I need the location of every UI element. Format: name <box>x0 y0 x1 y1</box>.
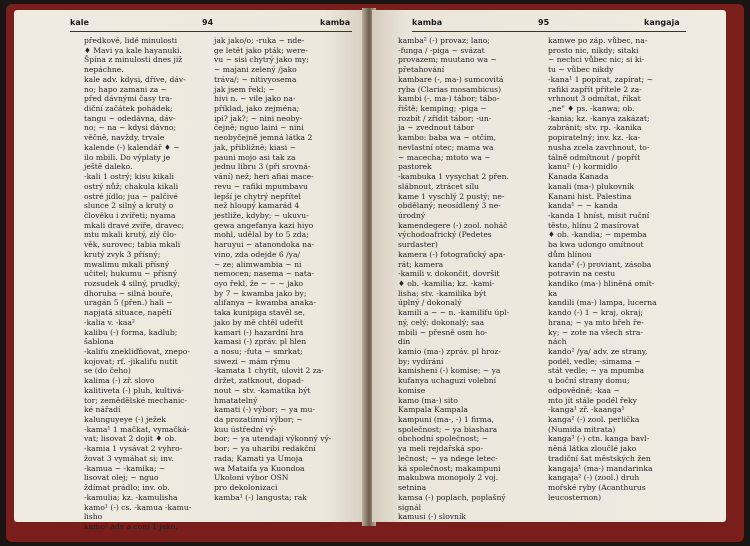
dictionary-line: uragán 5 (přen.) hali ~ <box>84 298 173 308</box>
dictionary-line: -kanda 1 hníst, mísit ruční <box>548 210 650 220</box>
dictionary-line: setnina <box>398 483 427 493</box>
dictionary-line: zabránit; stv. rp. -kanika <box>548 123 642 133</box>
dictionary-line: by; vydírání <box>398 356 444 366</box>
dictionary-line: kambare (-, ma-) sumcovitá <box>398 74 504 84</box>
dictionary-line: -funga / -piga ~ svázat <box>398 45 485 55</box>
dictionary-line: slábnout, ztrácet sílu <box>398 181 480 191</box>
dictionary-line: mkali dravé zvíře, dravec; <box>84 220 185 230</box>
dictionary-line: úplný / dokonalý <box>398 298 462 308</box>
dictionary-line: nout ~ stv. -kamatika být <box>214 385 311 395</box>
dictionary-line: jednu libru 3 (při srovná- <box>214 162 311 172</box>
dictionary-line: vat; lisovat 2 dojit ♦ ob. <box>84 434 177 444</box>
dictionary-line: kamendegere (-) zool. noháč <box>398 220 508 230</box>
dictionary-line: kalima (-) zř. slovo <box>84 376 155 386</box>
dictionary-line: no; hapo zamani za ~ <box>84 84 167 94</box>
dictionary-line: kamo² adv a conj 1 jako, <box>84 521 178 531</box>
left-column-2 <box>214 36 366 503</box>
dictionary-line: podél, vedle; -simama ~ <box>548 356 641 366</box>
dictionary-line: ný, celý; dokonalý; saa <box>398 317 485 327</box>
dictionary-line: Kanada Kanada <box>548 172 609 182</box>
dictionary-line: kanga² (-) zool. perlička <box>548 415 640 425</box>
dictionary-line: pro dekolonizaci <box>214 483 278 493</box>
dictionary-line: kamo¹ (-) cs. -kamua -kamu- <box>84 502 192 512</box>
right-guide-word-first: kamba <box>412 18 443 27</box>
dictionary-line: žovat 3 vymáhat si; inv. <box>84 453 174 463</box>
dictionary-line: diční začátek pohádek; <box>84 104 173 114</box>
left-guide-word-last: kamba <box>320 18 351 27</box>
dictionary-line: mořské ryby (Acanthurus <box>548 483 646 493</box>
dictionary-line: kamsa (-) poplach, poplašný <box>398 492 506 502</box>
dictionary-line: gewa angefanya kazi hiyo <box>214 220 314 230</box>
dictionary-line: Kampala Kampala <box>398 405 468 415</box>
dictionary-line: jak jako/o; -ruka ~ nde- <box>214 36 305 45</box>
right-page <box>372 10 726 522</box>
dictionary-line: obchodní společnost; ~ <box>398 434 488 444</box>
dictionary-line: pastorek <box>398 162 432 172</box>
dictionary-line: kanu² (-) kormidlo <box>548 162 618 172</box>
dictionary-line: ♦ Mavi ya kale hayanuki. <box>84 45 182 55</box>
dictionary-line: kuu ústřední vý- <box>214 424 277 434</box>
dictionary-line: vrhnout 3 odmítat, říkat <box>548 94 641 104</box>
dictionary-line: nách <box>548 337 567 347</box>
dictionary-line: (Numida mitrata) <box>548 424 616 434</box>
dictionary-line: kambi (-, ma-) tábor; tábo- <box>398 94 500 104</box>
dictionary-line: provazem; muutano wa ~ <box>398 55 497 65</box>
dictionary-line: kangaja¹ (ma-) mandarinka <box>548 463 653 473</box>
dictionary-line: předkové, lidé minulosti <box>84 36 178 45</box>
dictionary-line: mto jít stále podél řeky <box>548 395 637 405</box>
dictionary-line: ka <box>548 288 558 298</box>
dictionary-line: lisovat olej; ~ nguo <box>84 473 159 483</box>
dictionary-line: nevlastní otec; mama wa <box>398 142 494 152</box>
dictionary-line: kamwe po záp. vůbec, na- <box>548 36 648 45</box>
dictionary-line: šablona <box>84 337 114 347</box>
dictionary-line: řiště; kemping; -piga ~ <box>398 104 487 114</box>
dictionary-line: dům hlínou <box>548 249 592 259</box>
dictionary-line: signál <box>398 502 422 512</box>
dictionary-line: vino, zda odejde 6 /ya/ <box>214 249 301 259</box>
dictionary-line: neobyčejně jemná látka 2 <box>214 133 313 143</box>
dictionary-line: přetahování <box>398 65 445 75</box>
dictionary-line: nemocen; nasema ~ nata- <box>214 269 315 279</box>
dictionary-line: hivi n. ~ vile jako na- <box>214 94 296 104</box>
dictionary-line: hrana; ~ ya mto břeh ře- <box>548 317 644 327</box>
dictionary-line: lečnost; ~ ya ndege letec- <box>398 453 498 463</box>
dictionary-line: kamari (-) hazardní hra <box>214 327 304 337</box>
dictionary-line: příklad, jako zejména; <box>214 104 300 114</box>
dictionary-line: slunce 2 silný a krutý o <box>84 201 174 211</box>
dictionary-line: kamusi (-) slovník <box>398 512 466 522</box>
dictionary-line: jak jsem řekl; ~ <box>214 84 275 94</box>
dictionary-line: -kanga¹ zř. -kaanga¹ <box>548 405 625 415</box>
dictionary-line: kojovat; rf. -jikalifu nutit <box>84 356 178 366</box>
dictionary-line: ilo mbili. Do výplaty je <box>84 152 171 162</box>
dictionary-line: u boční strany domu; <box>548 376 630 386</box>
dictionary-line: siwezi ~ mám rýmu <box>214 356 291 366</box>
dictionary-line: ostré jídlo; jua ~ palčivé <box>84 191 178 201</box>
dictionary-line: ky; ~ zote na všech stra- <box>548 327 643 337</box>
dictionary-line: Ukoloni výbor OSN <box>214 473 289 483</box>
dictionary-line: Špína z minulosti dnes již <box>84 55 183 65</box>
left-page-number: 94 <box>202 18 214 27</box>
dictionary-line: tor; zemědělské mechanic- <box>84 395 188 405</box>
dictionary-line: jestliže, kdyby; ~ ukuvu- <box>214 210 309 220</box>
dictionary-line: -kamulia; kz. -kamulisha <box>84 492 178 502</box>
dictionary-line: ba kwa udongo omítnout <box>548 240 644 250</box>
dictionary-line: kandili (ma-) lampa, lucerna <box>548 298 657 308</box>
dictionary-line: tangu ~ odedávna, dáv- <box>84 113 176 123</box>
dictionary-line: ještě daleko. <box>84 162 133 172</box>
dictionary-line: učitel; hukumu ~ přísný <box>84 269 178 279</box>
dictionary-line: krutý zvyk 3 přísný; <box>84 249 161 259</box>
dictionary-line: těsto, hlínu 2 masírovat <box>548 220 640 230</box>
dictionary-line: alifanya ~ kwamba anaka- <box>214 298 316 308</box>
dictionary-line: vu ~ sisi chytrý jako my; <box>214 55 309 65</box>
dictionary-line: ja ~ zvednout tábor <box>398 123 475 133</box>
dictionary-line: jak, přibližně; kiasi ~ <box>214 142 296 152</box>
dictionary-line: ipi? jak?; ~ nini neoby- <box>214 113 303 123</box>
dictionary-line: -kania; kz. -kanya zakázat; <box>548 113 650 123</box>
dictionary-line: nusha zcela zavrhnout, to- <box>548 142 650 152</box>
dictionary-line: věk, surovec; tabia mkali <box>84 240 181 250</box>
dictionary-line: tálně odmítnout / popřít <box>548 152 641 162</box>
dictionary-line: východoafrický (Pedetes <box>398 230 492 240</box>
dictionary-line: a nosu; -futa ~ smrkat; <box>214 347 303 356</box>
dictionary-line: ~ ze; alimwambia ~ ni <box>214 259 302 269</box>
dictionary-line: by 7 ~ kwamba jako by; <box>214 288 307 298</box>
dictionary-line: din <box>398 337 411 347</box>
dictionary-line: tráva/; ~ nitivyosema <box>214 74 297 84</box>
dictionary-line: ya meli rejdařská spo- <box>398 444 484 454</box>
dictionary-line: kamera (-) fotografický apa- <box>398 249 506 259</box>
dictionary-line: člověku i zvířeti; nyama <box>84 210 176 220</box>
dictionary-line: mbili ~ přesně osm ho- <box>398 327 488 337</box>
dictionary-line: nepáchne. <box>84 65 124 75</box>
dictionary-line: -kalia v. -kaa² <box>84 317 135 327</box>
dictionary-line: odpovědně; -kaa ~ <box>548 385 620 395</box>
dictionary-line: revu ~ rafiki mpumbavu <box>214 181 308 191</box>
dictionary-line: haruyui ~ atanondoka na- <box>214 240 315 250</box>
dictionary-line: surdaster) <box>398 240 438 250</box>
dictionary-line: mtu mkali krutý, zlý člo- <box>84 230 177 240</box>
dictionary-line: Kanani hist. Palestina <box>548 191 632 201</box>
dictionary-line: potravin na cestu <box>548 269 616 279</box>
dictionary-line: rozsudek 4 silný, prudký; <box>84 278 181 288</box>
dictionary-line: leucosternon) <box>548 492 602 502</box>
dictionary-line: lisha; stv. -kamilika být <box>398 288 487 298</box>
dictionary-line: kalitiveta (-) pluh, kultivá- <box>84 385 184 395</box>
dictionary-line: úrodný <box>398 210 426 220</box>
right-guide-word-last: kangaja <box>644 18 680 27</box>
dictionary-line: kamasi (-) zpráv. pl hlen <box>214 337 307 347</box>
dictionary-line: -kamua ~ -kamika; ~ <box>84 463 166 473</box>
dictionary-line: kamati (-) výbor; ~ ya mu- <box>214 405 315 415</box>
dictionary-line: ždímat prádlo; inv. ob. <box>84 483 170 493</box>
dictionary-line: kamio (ma-) zpráv. pl hroz- <box>398 347 501 356</box>
dictionary-line: kampuni (ma-, -) 1 firma, <box>398 415 494 425</box>
dictionary-line: ~ nechci vůbec nic; si ki- <box>548 55 645 65</box>
dictionary-line: kalende (-) kalendář ♦ ~ <box>84 142 180 152</box>
dictionary-line: kufanya uchaguzi volební <box>398 376 497 386</box>
dictionary-line: kamili a ~ ~ n. -kamilifu úpl- <box>398 308 510 318</box>
dictionary-line: se (do čeho) <box>84 366 131 376</box>
dictionary-line: jako by mě chtěl udeřit <box>214 317 304 327</box>
dictionary-line: popiratelný; inv. kz. -ka- <box>548 133 641 143</box>
left-header-rule <box>70 31 352 32</box>
dictionary-line: kamo (ma-) sito <box>398 395 458 405</box>
dictionary-line: tu ~ vůbec nikdy <box>548 65 614 75</box>
dictionary-line: kanali (ma-) plukovník <box>548 181 635 191</box>
dictionary-line: -kama¹ 1 mačkat, vymačká- <box>84 424 190 434</box>
dictionary-line: da prozatímní výbor; ~ <box>214 415 303 425</box>
left-page <box>14 10 366 531</box>
dictionary-line: rafiki zapřít přítele 2 za- <box>548 84 642 94</box>
dictionary-line: kalunguyeye (-) ježek <box>84 415 166 425</box>
dictionary-line: držet, zatknout, dopad- <box>214 376 304 386</box>
dictionary-line: ~ majani zelený /jako <box>214 65 297 75</box>
dictionary-line: kanda² (-) proviant, zásoba <box>548 259 652 269</box>
right-page-number: 95 <box>538 18 550 27</box>
dictionary-line: kamba² (-) provaz; lano; <box>398 36 490 45</box>
dictionary-line: ♦ ob. -kamilia; kz. -kami- <box>398 278 495 288</box>
dictionary-line: taka kunipiga stavěl se, <box>214 308 305 318</box>
dictionary-line: rada; Kamati ya Umoja <box>214 453 303 463</box>
dictionary-line: kale adv. kdysi, dříve, dáv- <box>84 74 186 84</box>
dictionary-line: lisho <box>84 512 103 522</box>
dictionary-line: kamba¹ (-) langusta; rak <box>214 492 307 502</box>
dictionary-line: -kamata 1 chytit, ulovit 2 za- <box>214 366 324 376</box>
dictionary-line: mohl, udělal by to 5 zda; <box>214 230 309 240</box>
dictionary-line: věčně, navždy, trvale <box>84 133 165 143</box>
dictionary-line: -kamili v. dokončit, dovršit <box>398 269 500 279</box>
dictionary-line: bor; ~ ya utendaji výkonný vý- <box>214 434 332 444</box>
dictionary-line: kanga³ (-) ctn. kanga bavl- <box>548 434 650 444</box>
dictionary-line: mwalimu mkali přísný <box>84 259 170 269</box>
dictionary-line: kando² /ya/ adv. ze strany, <box>548 347 648 356</box>
dictionary-line: stát vedle; ~ ya mpumba <box>548 366 645 376</box>
dictionary-line: kanda¹ ~ ~ kanda <box>548 201 618 211</box>
dictionary-line: před dávnými časy tra- <box>84 94 173 104</box>
right-header-rule <box>412 31 686 32</box>
dictionary-line: bor; ~ ya uharibi redakční <box>214 444 316 454</box>
left-guide-word-first: kale <box>70 18 89 27</box>
dictionary-line: rát; kamera <box>398 259 444 269</box>
dictionary-line: ♦ ob. -kandia; ~ mpemba <box>548 230 647 240</box>
dictionary-line: než hloupý kamarád 4 <box>214 201 300 211</box>
dictionary-line: prosto nic, nikdy; sitaki <box>548 45 639 55</box>
dictionary-line: wa Mataifa ya Kuondoa <box>214 463 305 473</box>
dictionary-line: ge letět jako pták; were- <box>214 45 308 55</box>
dictionary-line: -kamia 1 vysávat 2 vyhro- <box>84 444 183 454</box>
dictionary-line: rozbít / zřídit tábor; -un- <box>398 113 492 123</box>
dictionary-line: kamisheni (-) komise; ~ ya <box>398 366 501 376</box>
dictionary-line: ~ macecha; mtoto wa ~ <box>398 152 491 162</box>
dictionary-line: kalibu (-) forma, kadlub; <box>84 327 178 337</box>
dictionary-line: čejně; nguo laini ~ nini <box>214 123 304 133</box>
dictionary-line: tradiční šat městských žen <box>548 453 651 463</box>
dictionary-line: -kali 1 ostrý; kisu kikali <box>84 172 174 182</box>
dictionary-line: společnost; ~ ya biashara <box>398 424 498 434</box>
dictionary-line: makubwa monopoly 2 voj. <box>398 473 499 483</box>
dictionary-line: ké nářadí <box>84 405 121 415</box>
dictionary-line: kangaja² (-) (zool.) druh <box>548 473 640 483</box>
dictionary-line: no; ~ na ~ kdysi dávno; <box>84 123 177 133</box>
dictionary-line: vání) než; heri afiai mace- <box>214 172 314 182</box>
dictionary-line: ká společnost; makampuni <box>398 463 501 473</box>
dictionary-line: -kana¹ 1 popírat, zapírat; ~ <box>548 74 653 84</box>
dictionary-line: komise <box>398 385 426 395</box>
dictionary-line: obdělaný; neosídlený 3 ne- <box>398 201 501 211</box>
dictionary-line: kando (-) 1 ~ kraj, okraj; <box>548 308 643 318</box>
dictionary-line: kambo: baba wa ~ otčím, <box>398 133 497 143</box>
dictionary-line: kame 1 vyschlý 2 pustý; ne- <box>398 191 505 201</box>
dictionary-line: ryba (Clarias mosambicus) <box>398 84 502 94</box>
dictionary-line: něná látka zloučlé jako <box>548 444 637 454</box>
dictionary-line: lepší je chytrý nepřítel <box>214 191 301 201</box>
dictionary-line: dhoruba ~ silná bouře, <box>84 288 173 298</box>
right-column-2 <box>548 36 700 503</box>
dictionary-line: ostrý nůž; chakula kikali <box>84 181 179 191</box>
right-column-1 <box>398 36 550 522</box>
dictionary-line: kandiko (ma-) hliněná omít- <box>548 278 655 288</box>
dictionary-line: napjatá situace, napětí <box>84 308 172 318</box>
dictionary-line: pauni mojo asi tak za <box>214 152 296 162</box>
dictionary-line: hmatatelný <box>214 395 258 405</box>
dictionary-line: -kalifu znekliďňovat, znepo- <box>84 347 190 356</box>
dictionary-line: oyo řekl, že ~ ~ ~ jako <box>214 278 304 288</box>
dictionary-line: -kambuka 1 vysychat 2 přen. <box>398 172 509 182</box>
dictionary-line: „ne" ♦ ps. -kanwa; ob. <box>548 104 635 114</box>
